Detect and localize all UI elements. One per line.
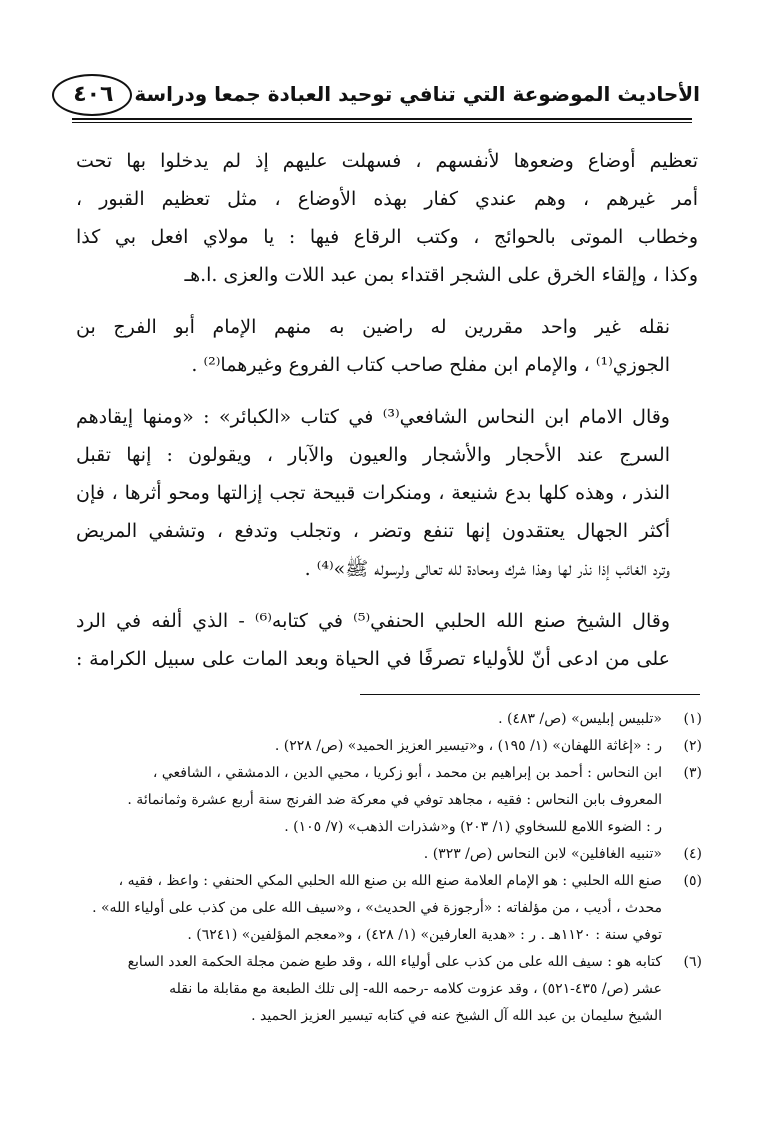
footnote-number: (٤): [683, 846, 702, 862]
paragraph-1: [76, 142, 698, 294]
running-title: الأحاديث الموضوعة التي تنافي توحيد العبادة جمعا ودراسة: [134, 82, 700, 106]
footnote-line: «تلبيس إبليس» (ص/ ٤٨٣) .: [498, 711, 662, 727]
text-line: الجوزي⁽¹⁾ ، والإمام ابن مفلح صاحب كتاب الفروع وغيرهما⁽²⁾ .: [191, 354, 670, 376]
footnote-number: (٦): [683, 954, 702, 970]
paragraph-3: [76, 398, 698, 588]
text-line: نقله غير واحد مقررين له راضين به منهم الإمام أبو الفرج بن: [76, 316, 670, 338]
text-line: أمر غيرهم ، وهم عندي كفار بهذه الأوضاع ، مثل تعظيم القبور ،: [76, 188, 698, 210]
footnote-line: المعروف بابن النحاس : فقيه ، مجاهد توفي في معركة ضد الفرنج سنة أربع عشرة وثمانمائة .: [127, 792, 662, 808]
paragraph-4: [76, 602, 698, 678]
footnote-line: «تنبيه الغافلين» لابن النحاس (ص/ ٣٢٣) .: [423, 846, 662, 862]
text-line: وقال الامام ابن النحاس الشافعي⁽³⁾ في كتاب «الكبائر» : «ومنها إيقادهم: [76, 406, 670, 428]
footnote-line: صنع الله الحلبي : هو الإمام العلامة صنع الله بن صنع الله الحلبي المكي الحنفي : واعظ ، فقيه ،: [118, 873, 662, 889]
footnote-number: (٢): [683, 738, 702, 754]
footnote-line: الشيخ سليمان بن عبد الله آل الشيخ عنه في كتابه تيسير العزيز الحميد .: [251, 1008, 662, 1024]
header-rule-thin: [72, 122, 692, 123]
footnote-number: (٣): [683, 765, 702, 781]
text-line: وترد الغائب إذا نذر لها وهذا شرك ومحادة لله تعالى ولرسوله ﷺ»⁽⁴⁾ .: [304, 558, 670, 580]
footnote-6: [76, 949, 702, 1030]
text-line: النذر ، وهذه كلها بدع شنيعة ، ومنكرات قبيحة تجب إزالتها ومحو أثرها ، فإن: [76, 482, 670, 504]
text-line: على من ادعى أنّ للأولياء تصرفًا في الحياة وبعد المات على سبيل الكرامة :: [76, 648, 670, 670]
footnote-line: عشر (ص/ ٤٣٥-٥٢١) ، وقد عزوت كلامه -رحمه الله- إلى تلك الطبعة مع مقابلة ما نقله: [169, 981, 662, 997]
footnote-separator: [360, 694, 700, 695]
running-header: [70, 70, 706, 118]
text-line: وقال الشيخ صنع الله الحلبي الحنفي⁽⁵⁾ في كتابه⁽⁶⁾ - الذي ألفه في الرد: [76, 610, 670, 632]
footnote-line: محدث ، أديب ، من مؤلفاته : «أرجوزة في الحديث» ، و«سيف الله على من كذب على أولياء الله» .: [92, 900, 662, 916]
footnote-5: [76, 868, 702, 949]
page-number: ٤٠٦: [73, 81, 114, 107]
header-rule: [72, 118, 692, 120]
footnote-line: ابن النحاس : أحمد بن إبراهيم بن محمد ، أبو زكريا ، محيي الدين ، الدمشقي ، الشافعي ،: [152, 765, 662, 781]
text-line: السرج عند الأحجار والأشجار والعيون والآبار ، ويقولون : إنها تقبل: [76, 444, 670, 466]
footnote-number: (٥): [683, 873, 702, 889]
text-line: وكذا ، وإلقاء الخرق على الشجر اقتداء بمن عبد اللات والعزى .ا.هـ: [184, 264, 698, 286]
footnote-4: [76, 841, 702, 868]
text-line: تعظيم أوضاع وضعوها لأنفسهم ، فسهلت عليهم إذ لم يدخلوا بها تحت: [76, 150, 698, 172]
footnote-2: [76, 733, 702, 760]
footnote-1: [76, 706, 702, 733]
footnote-number: (١): [683, 711, 702, 727]
footnote-line: ر : الضوء اللامع للسخاوي (١/ ٢٠٣) و«شذرات الذهب» (٧/ ١٠٥) .: [284, 819, 662, 835]
page-number-badge: [52, 74, 134, 114]
paragraph-2: [76, 308, 698, 384]
text-line: وخطاب الموتى بالحوائج ، وكتب الرقاع فيها : يا مولاي افعل بي كذا: [76, 226, 698, 248]
footnote-line: توفي سنة : ١١٢٠هـ . ر : «هدية العارفين» (١/ ٤٢٨) ، و«معجم المؤلفين» (٦٢٤١) .: [187, 927, 662, 943]
text-line: أكثر الجهال يعتقدون إنها تنفع وتضر ، وتجلب وتدفع ، وتشفي المريض: [76, 520, 670, 542]
footnote-3: [76, 760, 702, 841]
footnote-line: ر : «إغاثة اللهفان» (١/ ١٩٥) ، و«تيسير العزيز الحميد» (ص/ ٢٢٨) .: [274, 738, 662, 754]
main-text: [76, 142, 698, 692]
footnote-line: كتابه هو : سيف الله على من كذب على أولياء الله ، وقد طبع ضمن مجلة الحكمة العدد السابع: [127, 954, 662, 970]
footnotes: [76, 706, 702, 1030]
